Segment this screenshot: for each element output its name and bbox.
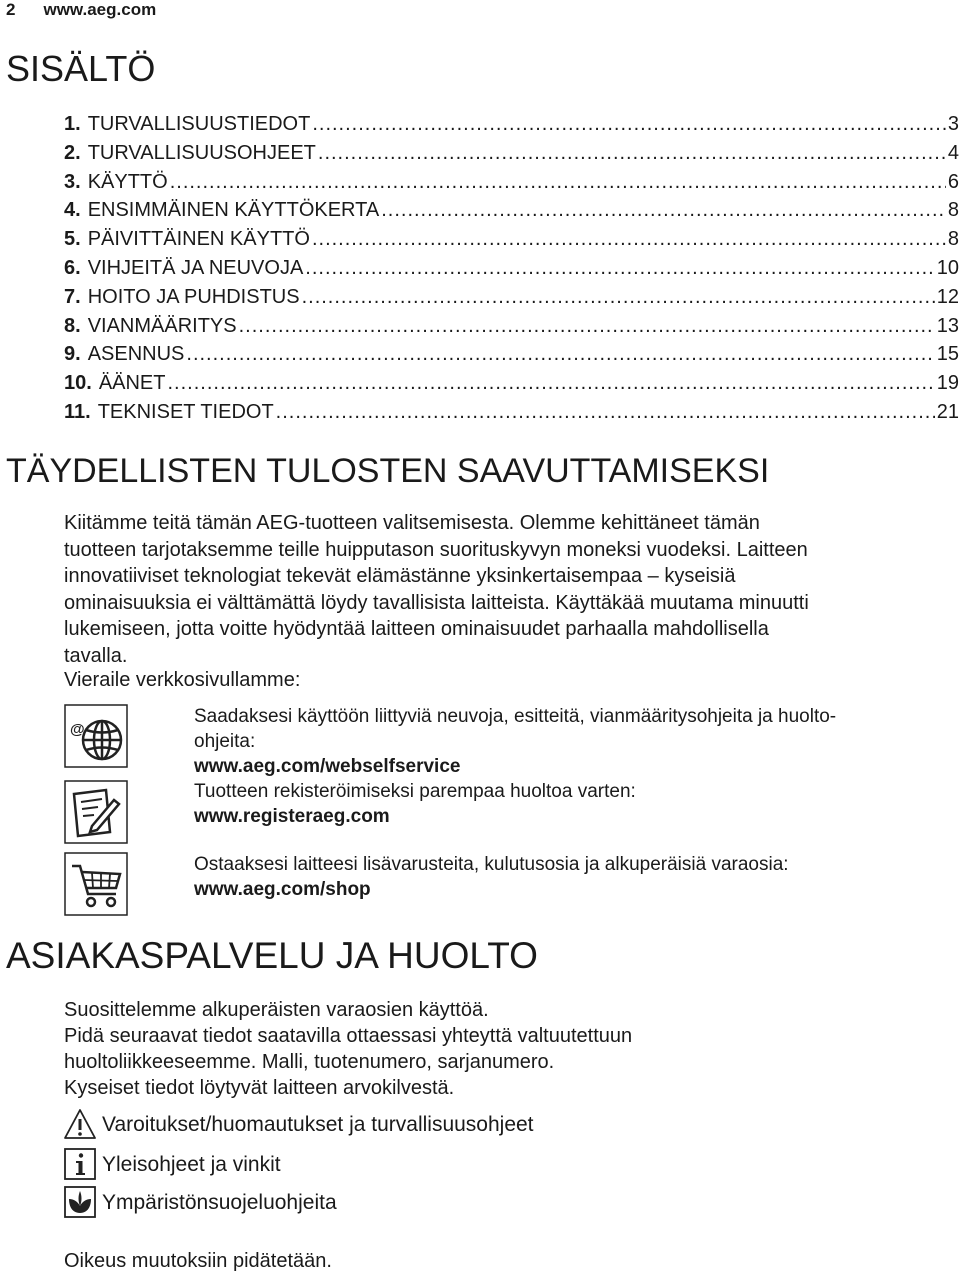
service-line: Suosittelemme alkuperäisten varaosien käyttöä. bbox=[64, 999, 489, 1021]
service-line: Kyseiset tiedot löytyvät laitteen arvokilvestä. bbox=[64, 1077, 455, 1099]
toc-leader bbox=[305, 254, 934, 283]
toc-leader bbox=[186, 340, 934, 369]
support-url-link[interactable]: www.aeg.com/webselfservice bbox=[194, 756, 461, 777]
toc-item-page: 8 bbox=[947, 228, 959, 251]
intro-line: Kiitämme teitä tämän AEG-tuotteen valitsemisesta. Olemme kehittäneet tämän bbox=[64, 512, 760, 534]
footer-note: Oikeus muutoksiin pidätetään. bbox=[64, 1250, 332, 1272]
register-url-link[interactable]: www.registeraeg.com bbox=[194, 806, 390, 827]
toc-item[interactable]: 7. HOITO JA PUHDISTUS ..... 12 bbox=[64, 283, 960, 312]
environment-icon bbox=[64, 1186, 96, 1218]
contents-title: SISÄLTÖ bbox=[6, 48, 156, 89]
toc-item[interactable]: 2. TURVALLISUUSOHJEET ..... 4 bbox=[64, 139, 960, 168]
web-support-block bbox=[194, 704, 934, 829]
info-symbol-text: Yleisohjeet ja vinkit bbox=[102, 1153, 281, 1176]
toc-item[interactable]: 4. ENSIMMÄINEN KÄYTTÖKERTA ..... 8 bbox=[64, 196, 960, 225]
toc-item-title: VIHJEITÄ JA NEUVOJA bbox=[87, 256, 304, 279]
site-url[interactable]: www.aeg.com bbox=[43, 0, 157, 19]
intro-line: innovatiiviset teknologiat tekevät elämästänne yksinkertaisempaa – kyseisiä bbox=[64, 565, 736, 587]
web-shop-block bbox=[194, 852, 934, 902]
toc-item-title: ASENNUS bbox=[87, 343, 185, 366]
svg-text:@: @ bbox=[70, 721, 85, 738]
service-line: Pidä seuraavat tiedot saatavilla ottaessasi yhteyttä valtuutettuun bbox=[64, 1025, 633, 1047]
toc-leader bbox=[312, 110, 946, 139]
toc-item-page: 12 bbox=[936, 285, 959, 308]
table-of-contents bbox=[64, 110, 960, 427]
intro-line: tavalla. bbox=[64, 644, 128, 667]
toc-item[interactable]: 6. VIHJEITÄ JA NEUVOJA ..... 10 bbox=[64, 254, 960, 283]
toc-item-page: 21 bbox=[936, 400, 959, 423]
toc-leader bbox=[239, 312, 935, 341]
toc-item[interactable]: 1. TURVALLISUUSTIEDOT ..... 3 bbox=[64, 110, 960, 139]
intro-line: tuotteen tarjotaksemme teille huipputason suorituskyvyn moneksi vuodeksi. Laitteen bbox=[64, 538, 808, 561]
toc-item-page: 4 bbox=[947, 141, 959, 164]
register-text: Tuotteen rekisteröimiseksi parempaa huoltoa varten: bbox=[194, 781, 636, 802]
toc-item-title: ÄÄNET bbox=[98, 372, 166, 395]
toc-item-page: 6 bbox=[947, 170, 959, 193]
toc-item-page: 10 bbox=[936, 256, 959, 279]
toc-item-page: 19 bbox=[936, 372, 959, 395]
shop-url-link[interactable]: www.aeg.com/shop bbox=[194, 879, 371, 900]
toc-leader bbox=[302, 283, 935, 312]
intro-line: lukemiseen, jotta voitte hyödyntää laitteen ominaisuudet parhaalla mahdollisella bbox=[64, 618, 769, 640]
support-text: ohjeita: bbox=[194, 731, 256, 752]
page-number: 2 bbox=[6, 0, 16, 19]
intro-line: ominaisuuksia ei välttämättä löydy tavallisista laitteista. Käyttäkää muutama minuutti bbox=[64, 591, 809, 614]
toc-item-title: ENSIMMÄINEN KÄYTTÖKERTA bbox=[87, 199, 380, 222]
toc-leader bbox=[170, 168, 946, 197]
toc-item-title: TURVALLISUUSOHJEET bbox=[87, 141, 316, 164]
toc-item-title: TEKNISET TIEDOT bbox=[97, 400, 274, 423]
toc-item-page: 8 bbox=[947, 199, 959, 222]
service-paragraph bbox=[64, 997, 632, 1101]
globe-at-icon bbox=[64, 704, 128, 768]
toc-leader bbox=[168, 369, 935, 398]
toc-item[interactable]: 8. VIANMÄÄRITYS ..... 13 bbox=[64, 312, 960, 341]
toc-item[interactable]: 10. ÄÄNET ..... 19 bbox=[64, 369, 960, 398]
intro-paragraph bbox=[64, 510, 944, 669]
perfect-results-title: TÄYDELLISTEN TULOSTEN SAAVUTTAMISEKSI bbox=[6, 452, 770, 490]
toc-item-title: KÄYTTÖ bbox=[87, 170, 168, 193]
shop-text: Ostaaksesi laitteesi lisävarusteita, kulutusosia ja alkuperäisiä varaosia: bbox=[194, 854, 789, 875]
toc-leader bbox=[381, 196, 946, 225]
registration-form-icon bbox=[64, 780, 128, 844]
toc-item-title: HOITO JA PUHDISTUS bbox=[87, 285, 300, 308]
toc-item-title: PÄIVITTÄINEN KÄYTTÖ bbox=[87, 228, 310, 251]
environment-symbol-text: Ympäristönsuojeluohjeita bbox=[102, 1191, 337, 1214]
toc-item[interactable]: 3. KÄYTTÖ ..... 6 bbox=[64, 168, 960, 197]
toc-leader bbox=[318, 139, 946, 168]
toc-item-page: 13 bbox=[936, 314, 959, 337]
toc-item[interactable]: 11. TEKNISET TIEDOT ..... 21 bbox=[64, 398, 960, 427]
toc-leader bbox=[312, 225, 946, 254]
toc-item-page: 3 bbox=[947, 113, 959, 135]
service-line: huoltoliikkeeseemme. Malli, tuotenumero, sarjanumero. bbox=[64, 1051, 555, 1073]
support-text: Saadaksesi käyttöön liittyviä neuvoja, esitteitä, vianmääritysohjeita ja huolto- bbox=[194, 706, 837, 727]
info-icon bbox=[64, 1148, 96, 1180]
page-header bbox=[6, 0, 156, 20]
warning-icon bbox=[64, 1108, 96, 1140]
warning-symbol-text: Varoitukset/huomautukset ja turvallisuusohjeet bbox=[102, 1113, 534, 1136]
toc-item-page: 15 bbox=[936, 343, 959, 366]
service-title: ASIAKASPALVELU JA HUOLTO bbox=[6, 935, 538, 976]
toc-item-title: TURVALLISUUSTIEDOT bbox=[87, 113, 311, 135]
shopping-cart-icon bbox=[64, 852, 128, 916]
toc-item-title: VIANMÄÄRITYS bbox=[87, 314, 237, 337]
visit-website-text: Vieraile verkkosivullamme: bbox=[64, 669, 301, 691]
toc-leader bbox=[276, 398, 935, 427]
toc-item[interactable]: 9. ASENNUS ..... 15 bbox=[64, 340, 960, 369]
toc-item[interactable]: 5. PÄIVITTÄINEN KÄYTTÖ ..... 8 bbox=[64, 225, 960, 254]
